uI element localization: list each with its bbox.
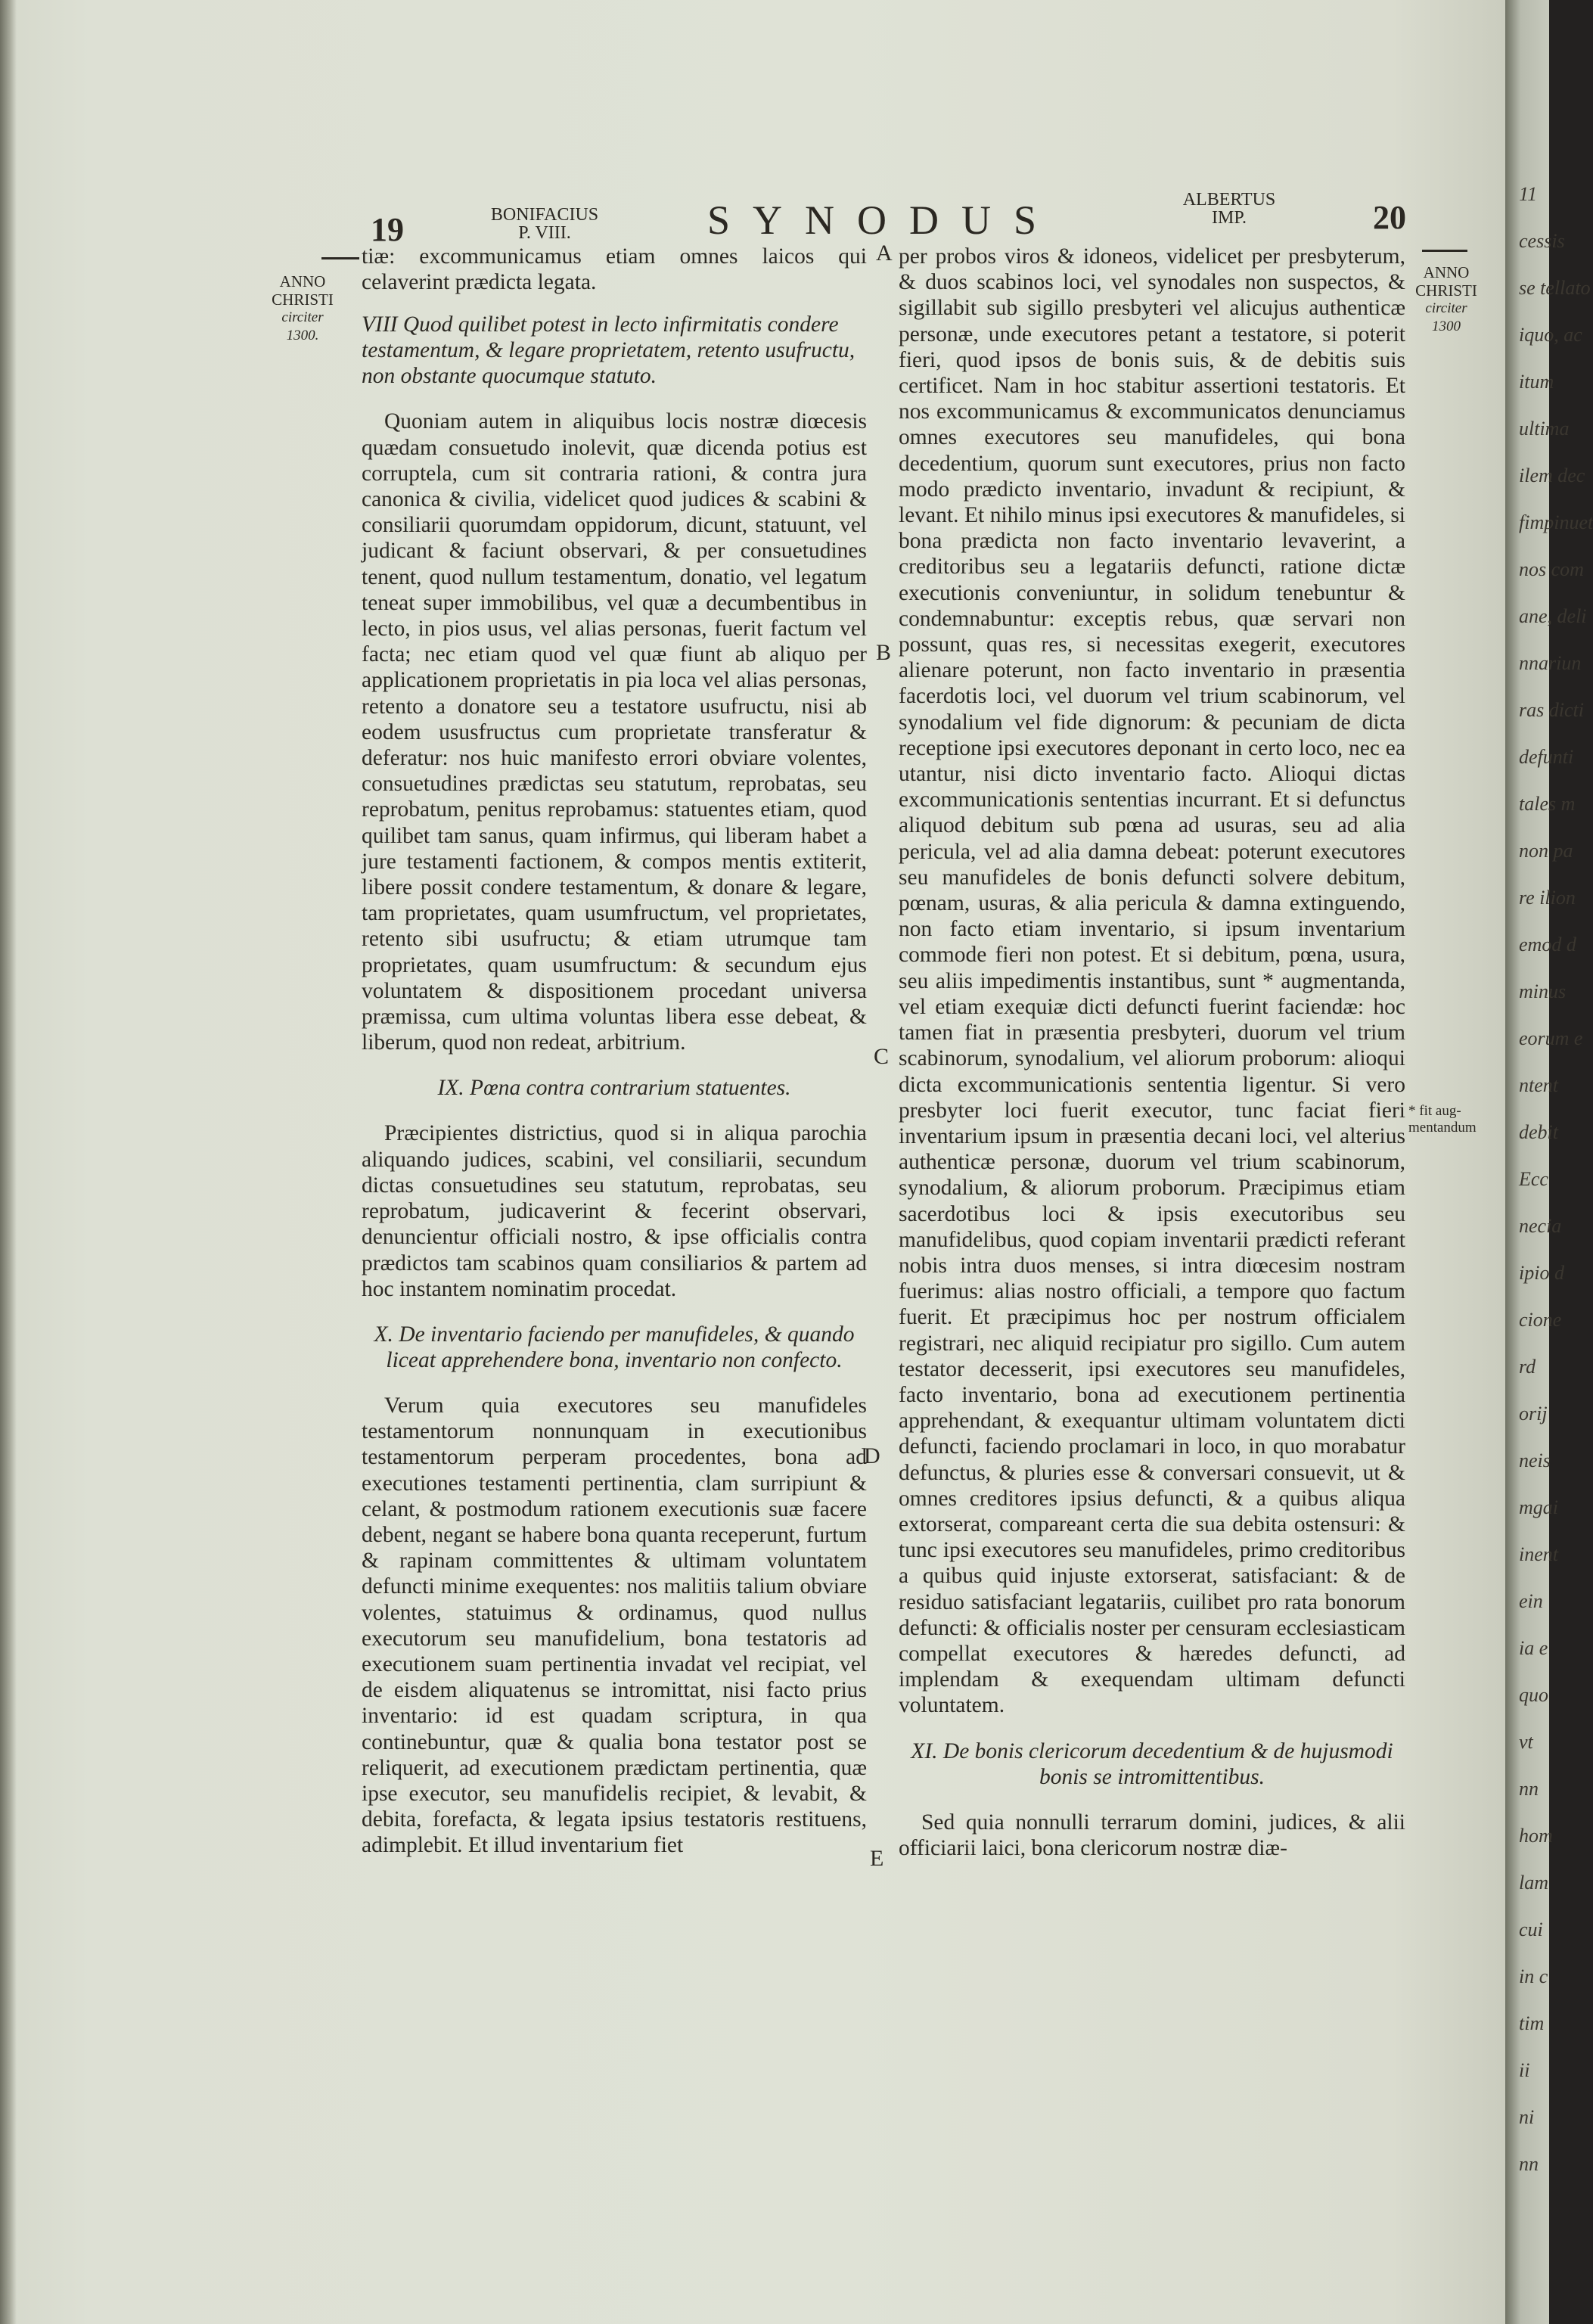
facing-page-fragment: tim [1519, 2012, 1545, 2034]
facing-page-fragment: ntent [1519, 1074, 1558, 1096]
section-letter-a: A [876, 241, 893, 266]
margin-line: 1300. [286, 328, 319, 343]
facing-page-fragment: iquo, ac [1519, 324, 1582, 346]
section-xi-text: Sed quia nonnulli terrarum domini, judices, & alii officiarii laici, bona clericorum nostræ diæ- [899, 1810, 1405, 1860]
rule-left [321, 257, 359, 259]
facing-page-fragment: se tellato [1519, 277, 1591, 299]
facing-page-fragment: ane, deli [1519, 605, 1587, 627]
facing-page-fragment: debit [1519, 1121, 1558, 1143]
facing-page-fragment: nnariun [1519, 652, 1582, 674]
right-page-number: 20 [1373, 199, 1406, 236]
facing-page-fragment: hom [1519, 1825, 1553, 1847]
margin-line: circiter [281, 309, 324, 325]
facing-page-fragment: defunti [1519, 746, 1574, 768]
section-xi-heading: XI. De bonis clericorum decedentium & de hujusmodi bonis se intromittentibus. [911, 1738, 1393, 1789]
running-head-line: P. VIII. [518, 223, 571, 243]
marginal-note [1408, 1103, 1492, 1136]
running-head-line: ALBERTUS [1182, 190, 1276, 210]
facing-page-fragment: necia [1519, 1215, 1562, 1237]
facing-page-fragment: ii [1519, 2059, 1530, 2081]
margin-line: ANNO [279, 272, 326, 290]
facing-page-fragment: nos com [1519, 558, 1584, 580]
margin-line: CHRISTI [272, 290, 334, 309]
right-column-text: per probos viros & idoneos, videlicet per presbyterum, & duos scabinos loci, vel synodales non suspectos, & sigillabit sub sigillo presbyteri vel alicujus authenticæ personæ, unde executores petant a testatore, si poterit fieri, quod ipsos de bonis suis, & de debitis suis certificet. Nam in hoc stabitur assertioni testatoris. Et nos excommunicamus & excommunicatos denunciamus omnes executores seu manufideles, qui bona decedentium, quorum sunt executores, prius non facto modo prædicto inventario, invadunt & recipiunt, & levant. Et nihilo minus ipsi executores & manufideles, si bona prædicta non facto inventario levaverint, a creditoribus seu a legatariis defuncti, ratione dictæ executionis conveniuntur, in solidum tenebuntur & condemnabuntur: exceptis rebus, quæ servari non possunt, quas res, si necessitas exegerit, executores alienare poterunt, non facto inventario in præsentia facerdotis loci, vel duorum vel trium scabinorum, vel synodalium vel fide dignorum: & pecuniam de dicta receptione ipsi executores deponant in certo loco, nec ea utantur, nisi dicto inventario facto. Alioqui dictas excommunicationis sententias incurrant. Et si defunctus aliquod debitum sub pœna ad usuras, seu ad alia pericula, vel ad alia damna debeat: poterunt executores seu manufideles de bonis defuncti solvere debitum, pœnam, usuras, & alia pericula & damna extinguendo, non facto etiam inventario, si ipsum inventarium commode fieri non potest. Et si debitum, pœna, usura, seu aliis impedimentis instantibus, sunt * augmentanda, vel etiam exequiæ dicti defuncti fuerint faciendæ: hoc tamen fiat in præsentia presbyteri, duorum vel trium scabinorum, synodalium, vel aliorum proborum: alioqui dicta excommunicationis sententia ligentur. Si vero presbyter loci fuerit executor, tunc faciat fieri inventarium ipsum in præsentia decani loci, vel alterius authenticæ personæ, duorum vel trium scabinorum, synodalium, & aliorum proborum. Præcipimus etiam sacerdotibus loci & ipsis executoribus seu manufidelibus, quod copiam inventarii prædicti referant nobis intra duos menses, si intra diœcesim nostram fuerimus: alias nostro officiali, a tempore quo factum fuerit. Et præcipimus hoc per nostrum officialem registrari, nec aliquid recipiatur pro sigillo. Cum autem testator decesserit, ipsi executores seu manufideles, facto inventario, bona ad executionem pertinentia apprehendant, & exequantur ultimam voluntatem dicti defuncti, faciendo proclamari in loco, in quo morabatur defunctus, & pluries esse & conversari consuevit, ut & omnes creditores ipsius defuncti, & a quibus aliqua extorserat, compareant certa die sua debita ostensuri: & tunc ipsi executores seu manufideles, primo creditoribus a quibus quid injuste extorserat, satisfaciant: & de residuo satisfaciant legatariis, cuilibet pro rata bonorum defuncti: & officialis noster per censuram ecclesiasticam compellat executores & hæredes defuncti, ad implendam & exequendam ultimam defuncti voluntatem. [899, 244, 1405, 1718]
facing-page-fragment: ultima [1519, 418, 1570, 440]
right-column [899, 244, 1405, 1861]
note-marker: * [1408, 1103, 1416, 1119]
margin-line: ANNO [1423, 263, 1470, 281]
facing-page-fragment: in c [1519, 1965, 1548, 1987]
facing-page-fragment: quo [1519, 1684, 1548, 1706]
section-ix-text: Præcipientes districtius, quod si in aliqua parochia aliquando judices, scabini, vel consiliarii, secundum dictas consuetudines seu statutum, reprobatas, seu reprobatum, judicaverint & fecerint observari, denuncientur officiali nostro, & ipse officialis contra prædictos tam scabinos quam consiliarios & partem ad hoc instantem nominatim procedat. [362, 1121, 867, 1301]
facing-page-fragment: mgai [1519, 1496, 1558, 1518]
margin-year-right [1408, 263, 1484, 336]
facing-page-fragment: cione [1519, 1309, 1562, 1331]
rule-right [1422, 250, 1467, 252]
section-x-text: Verum quia executores seu manufideles testamentorum nonnunquam in executionibus testamentorum perperam procedentes, bona ad executiones testamenti pertinentia, clam surripiunt & celant, & postmodum rationem executionis suæ facere debent, negant se habere bona quanta receperunt, furtum & rapinam committentes & ultimam voluntatem defuncti minime exequentes: nos malitiis talium obviare volentes, statuimus & ordinamus, quod nullus executorum seu manufidelium, bona testatoris ad executionem suam pertinentia invadat vel recipiat, vel de eisdem aliquatenus se intromittat, nisi facto prius inventario: id est quadam scriptura, in qua continebuntur, quæ & qualia bona testator post se reliquerit, ad executionem prædictam pertinentia, quæ ipse executor, seu manufidelis recipiet, & levabit, & debita, forefacta, & legata ipsius testatoris restituens, adimplebit. Et illud inventarium fiet [362, 1393, 867, 1858]
facing-page-fragment: cessis [1519, 230, 1565, 252]
right-running-head [1169, 191, 1290, 227]
facing-page-fragment: re ilion [1519, 887, 1576, 909]
facing-page-fragment: vt [1519, 1731, 1533, 1753]
facing-page-fragment: lam [1519, 1872, 1548, 1894]
margin-line: circiter [1425, 300, 1467, 316]
facing-page-fragment: non pa [1519, 840, 1573, 862]
facing-page-fragment: Ecc [1519, 1168, 1548, 1190]
section-viii-heading: VIII Quod quilibet potest in lecto infirmitatis condere testamentum, & legare proprietatem, retento usufructu, non obstante quocumque statuto. [362, 312, 856, 389]
margin-line: CHRISTI [1415, 281, 1477, 300]
facing-page-edge [1505, 0, 1593, 2324]
facing-page-fragment: inent [1519, 1543, 1558, 1565]
margin-line: 1300 [1432, 318, 1461, 334]
gutter-shadow [0, 0, 17, 2324]
section-ix-heading: IX. Pœna contra contrarium statuentes. [437, 1076, 791, 1101]
left-running-head [484, 206, 605, 242]
facing-page-fragment: ipio d [1519, 1262, 1564, 1284]
facing-page-fragment: ia e [1519, 1637, 1548, 1659]
note-line: fit aug- [1419, 1103, 1461, 1119]
facing-page-fragment: itum [1519, 371, 1554, 393]
facing-page-fragment: nn [1519, 2153, 1539, 2175]
left-page-number: 19 [371, 211, 404, 248]
running-head-line: IMP. [1211, 208, 1247, 228]
facing-page-fragment: fimpinuet [1519, 511, 1593, 533]
section-letter-b: B [876, 640, 892, 665]
section-letter-c: C [874, 1044, 890, 1069]
facing-page-fragment: 11 [1519, 183, 1538, 205]
facing-page-fragment: neis [1519, 1449, 1551, 1471]
facing-page-fragment: ein [1519, 1590, 1543, 1612]
facing-page-fragment: cui [1519, 1919, 1543, 1940]
facing-page-fragment: emod d [1519, 934, 1576, 955]
facing-page-fragment: ni [1519, 2106, 1535, 2128]
facing-page-fragment: eorum e [1519, 1027, 1583, 1049]
facing-page-fragment: orij [1519, 1403, 1548, 1425]
facing-page-fragment: minus [1519, 980, 1567, 1002]
facing-page-fragment: ilem dec [1519, 464, 1585, 486]
page-title: SYNODUS [707, 197, 1060, 243]
section-x-heading: X. De inventario faciendo per manufideles, & quando liceat apprehendere bona, inventario non confecto. [374, 1322, 855, 1372]
note-line: mentandum [1408, 1120, 1477, 1136]
facing-page-fragment: rd [1519, 1356, 1536, 1378]
left-opening-text: tiæ: excommunicamus etiam omnes laicos qui celaverint prædicta legata. [362, 244, 867, 295]
running-head-line: BONIFACIUS [490, 205, 599, 225]
facing-page-fragment: tales m [1519, 793, 1576, 815]
section-letter-e: E [870, 1846, 884, 1871]
section-viii-text: Quoniam autem in aliquibus locis nostræ diœcesis quædam consuetudo inolevit, quæ dicenda potius est corruptela, cum sit contraria rationi, & contra jura canonica & civilia, videlicet quod judices & scabini & consiliarii quorumdam oppidorum, dicunt, statuunt, vel judicant & faciunt observari, & per consuetudines tenent, quod nullum testamentum, donatio, vel legatum teneat super immobilibus, vel quæ a decumbentibus in lecto, in pios usus, vel alias personas, fuerit factum vel facta; nec etiam quod vel quæ fiunt ab aliquo per applicationem proprietatis in pia loca vel alias personas, retento a donatore seu a testatore usufructu, nisi ab eodem ususfructus cum proprietate transferatur & deferatur: nos huic manifesto errori obviare volentes, consuetudines prædictas seu statutum, reprobatas, seu reprobatum, penitus reprobamus: statuentes etiam, quod quilibet tam sanus, quam infirmus, qui liberam habet a jure testamenti factionem, & compos mentis extiterit, libere possit condere testamentum, & donare & legare, tam proprietates, quam usumfructum, vel proprietates, retento sibi usufructu; & etiam utrumque tam proprietates, quam usumfructum: & secundum ejus voluntatem & dispositionem procedant universa præmissa, cum ultima voluntas libera esse debeat, & liberum, quod non redeat, arbitrium. [362, 409, 867, 1055]
facing-page-fragment: nn [1519, 1778, 1539, 1800]
section-letter-d: D [864, 1443, 880, 1468]
facing-page-fragment: ras dicti [1519, 699, 1584, 721]
margin-year-left [261, 272, 344, 345]
left-column [362, 244, 867, 1859]
